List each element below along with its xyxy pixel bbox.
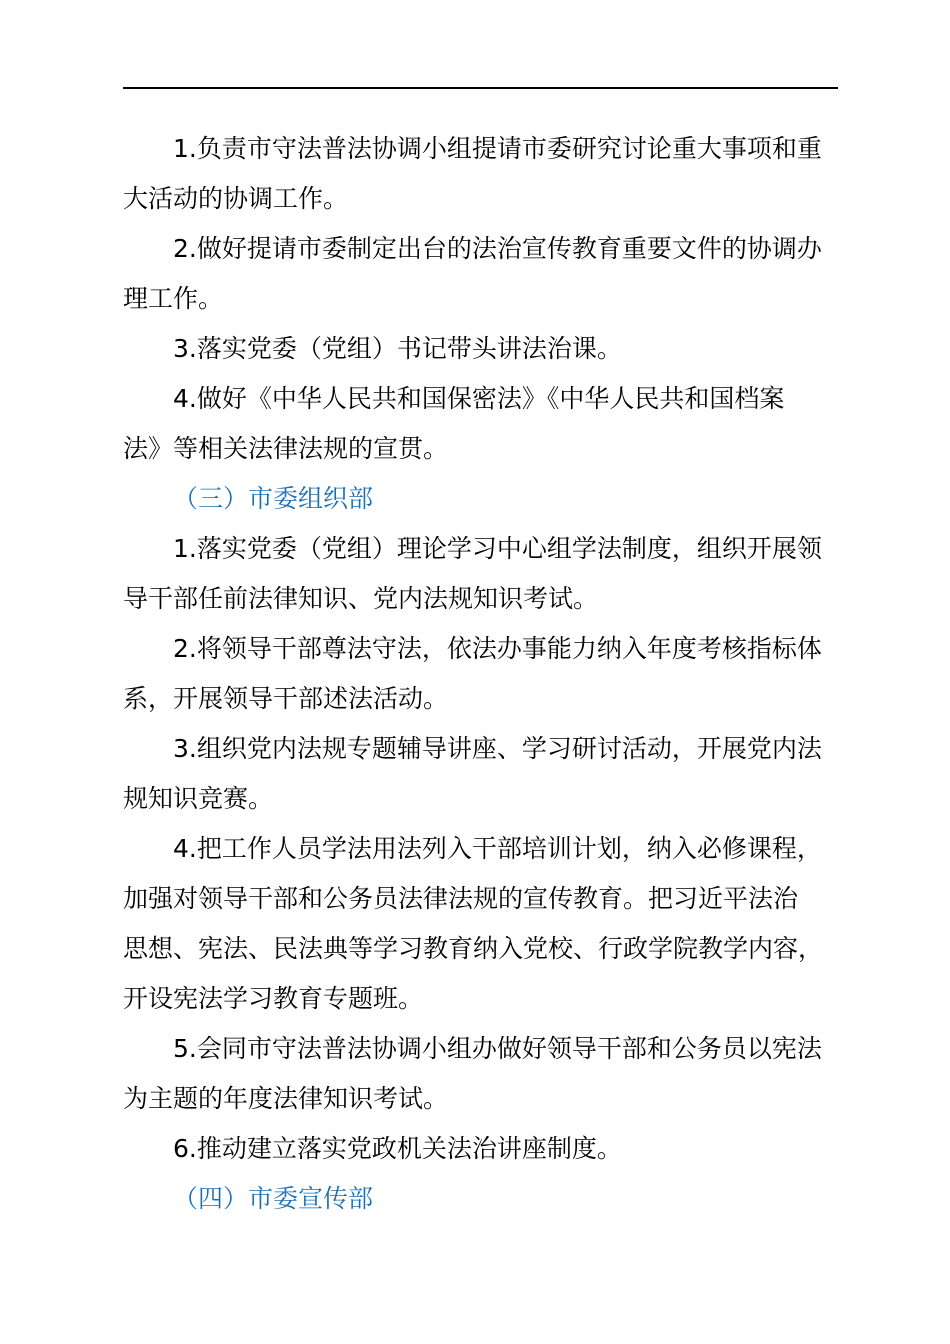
list-item (123, 224, 838, 324)
text-line: 4.做好《中华人民共和国保密法》《中华人民共和国档案 (173, 384, 785, 413)
text-line: 法》等相关法律法规的宣贯。 (123, 434, 449, 463)
list-item (123, 374, 838, 474)
header-rule (123, 87, 838, 89)
text-line: 加强对领导干部和公务员法律法规的宣传教育。把习近平法治 (123, 884, 799, 913)
text-line: 1.落实党委（党组）理论学习中心组学法制度，组织开展领 (173, 534, 822, 563)
text-line: 为主题的年度法律知识考试。 (123, 1084, 449, 1113)
text-line: 规知识竞赛。 (123, 784, 274, 813)
text-line: 2.做好提请市委制定出台的法治宣传教育重要文件的协调办 (173, 234, 822, 263)
text-line: 理工作。 (123, 284, 224, 313)
list-item (123, 1024, 838, 1124)
list-item (123, 824, 838, 1024)
list-item (123, 324, 838, 374)
text-line: 2.将领导干部尊法守法，依法办事能力纳入年度考核指标体 (173, 634, 822, 663)
text-line: 3.落实党委（党组）书记带头讲法治课。 (173, 334, 622, 363)
list-item (123, 524, 838, 624)
list-item (123, 624, 838, 724)
text-line: 4.把工作人员学法用法列入干部培训计划，纳入必修课程， (173, 834, 822, 863)
text-line: 1.负责市守法普法协调小组提请市委研究讨论重大事项和重 (173, 134, 822, 163)
text-line: 开设宪法学习教育专题班。 (123, 984, 424, 1013)
text-line: （四）市委宣传部 (173, 1184, 374, 1213)
text-line: 大活动的协调工作。 (123, 184, 349, 213)
text-line: 导干部任前法律知识、党内法规知识考试。 (123, 584, 599, 613)
text-line: 系，开展领导干部述法活动。 (123, 684, 449, 713)
document-body (123, 124, 838, 1224)
list-item (123, 124, 838, 224)
text-line: 6.推动建立落实党政机关法治讲座制度。 (173, 1134, 622, 1163)
list-item (123, 1124, 838, 1174)
text-line: （三）市委组织部 (173, 484, 374, 513)
text-line: 5.会同市守法普法协调小组办做好领导干部和公务员以宪法 (173, 1034, 822, 1063)
text-line: 3.组织党内法规专题辅导讲座、学习研讨活动，开展党内法 (173, 734, 822, 763)
section-heading (123, 474, 838, 524)
list-item (123, 724, 838, 824)
section-heading (123, 1174, 838, 1224)
text-line: 思想、宪法、民法典等学习教育纳入党校、行政学院教学内容， (123, 934, 824, 963)
